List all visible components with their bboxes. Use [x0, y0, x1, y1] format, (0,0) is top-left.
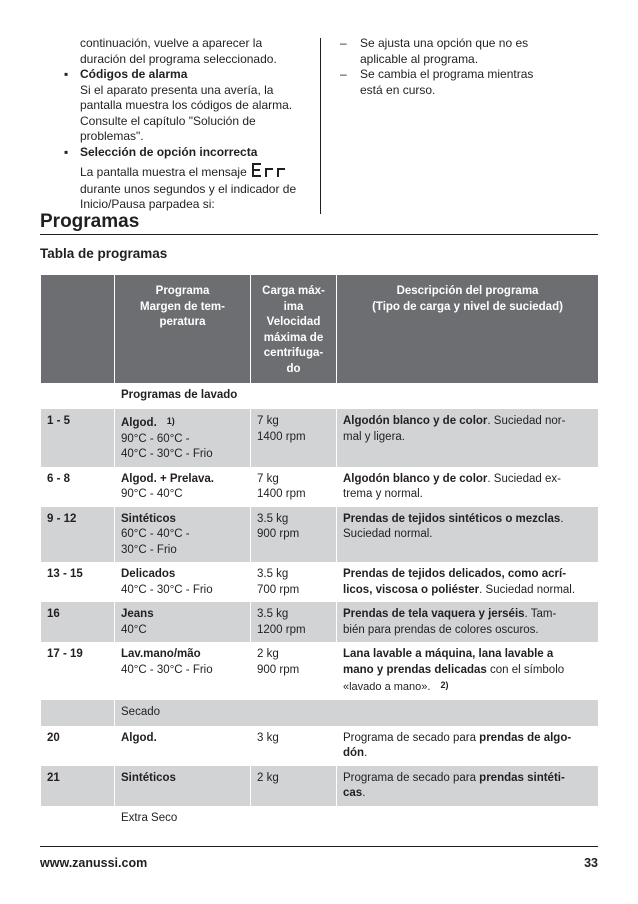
- section-title: Programas: [40, 211, 140, 232]
- column-divider: [320, 38, 321, 214]
- err-display-icon: [250, 163, 290, 182]
- header-program: Programa Margen de tem- peratura: [115, 275, 251, 383]
- bullet-icon: ▪: [64, 67, 69, 81]
- programs-table: [40, 275, 599, 832]
- right-column: [336, 36, 598, 98]
- alarm-codes-item: ▪ Códigos de alarma Si el aparato presenta una avería, la pantalla muestra los códigos de alarma. Consulte el capítulo "Solución de problemas".: [40, 67, 312, 145]
- table-row: 9 - 12 Sintéticos 60°C - 40°C - 30°C - Frio 3.5 kg 900 rpm Prendas de tejidos sintéticos o mezclas. Suciedad normal.: [41, 507, 599, 563]
- alarm-codes-title: Códigos de alarma: [80, 67, 188, 81]
- page-number: 33: [584, 856, 598, 870]
- table-row: 6 - 8 Algod. + Prelava. 90°C - 40°C 7 kg 1400 rpm Algodón blanco y de color. Suciedad ex- trema y normal.: [41, 467, 599, 507]
- footnote-ref: 2): [440, 680, 449, 690]
- header-number: [41, 275, 115, 383]
- header-description: Descripción del programa (Tipo de carga y nivel de suciedad): [337, 275, 599, 383]
- condition-item-2: – Se cambia el programa mientras está en curso.: [340, 67, 534, 97]
- left-column: [40, 36, 312, 213]
- table-row: 13 - 15 Delicados 40°C - 30°C - Frio 3.5 kg 700 rpm Prendas de tejidos delicados, como acrí- licos, viscosa o poliéster. Suciedad normal.: [41, 562, 599, 602]
- table-row: 1 - 5 Algod. $^{1)}$ 90°C - 60°C - 40°C - 30°C - Frio 7 kg 1400 rpm Algodón blanco y de color. Suciedad nor- mal y ligera.: [41, 409, 599, 467]
- wrong-option-title: Selección de opción incorrecta: [80, 144, 258, 159]
- wrong-option-item: ▪ Selección de opción incorrecta La pantalla muestra el mensaje durante unos segundos y el indicador de Inicio/Pausa parpadea si:: [40, 145, 312, 213]
- footer-url: www.zanussi.com: [40, 856, 148, 870]
- section-row-dry: Secado: [41, 700, 599, 726]
- condition-item-1: – Se ajusta una opción que no es aplicable al programa.: [340, 36, 529, 66]
- dash-icon: –: [340, 67, 347, 81]
- footer-rule: [40, 846, 598, 847]
- bullet-icon: ▪: [64, 144, 69, 159]
- table-row: 20 Algod. 3 kg Programa de secado para prendas de algo- dón.: [41, 726, 599, 766]
- header-load-speed: Carga máx- ima Velocidad máxima de centrifuga- do: [251, 275, 337, 383]
- table-header-row: [41, 275, 599, 383]
- dash-icon: –: [340, 36, 347, 50]
- table-row: 17 - 19 Lav.mano/mão 40°C - 30°C - Frio 2 kg 900 rpm Lana lavable a máquina, lana lavable a mano y prendas delicadas con el símbolo «lavado a mano». $^{2)}$: [41, 642, 599, 700]
- table-row: 21 Sintéticos 2 kg Programa de secado para prendas sintéti- cas.: [41, 766, 599, 806]
- continuation-text: continuación, vuelve a aparecer la duración del programa seleccionado.: [80, 36, 277, 66]
- top-text-columns: [40, 36, 598, 216]
- section-rule: [40, 234, 598, 235]
- table-row: 16 Jeans 40°C 3.5 kg 1200 rpm Prendas de tela vaquera y jerséis. Tam- bién para prendas de colores oscuros.: [41, 602, 599, 642]
- section-row-wash: Programas de lavado: [41, 383, 599, 409]
- subsection-title: Tabla de programas: [40, 246, 168, 261]
- footnote-ref: 1): [166, 416, 175, 426]
- section-row-extra: Extra Seco: [41, 806, 599, 832]
